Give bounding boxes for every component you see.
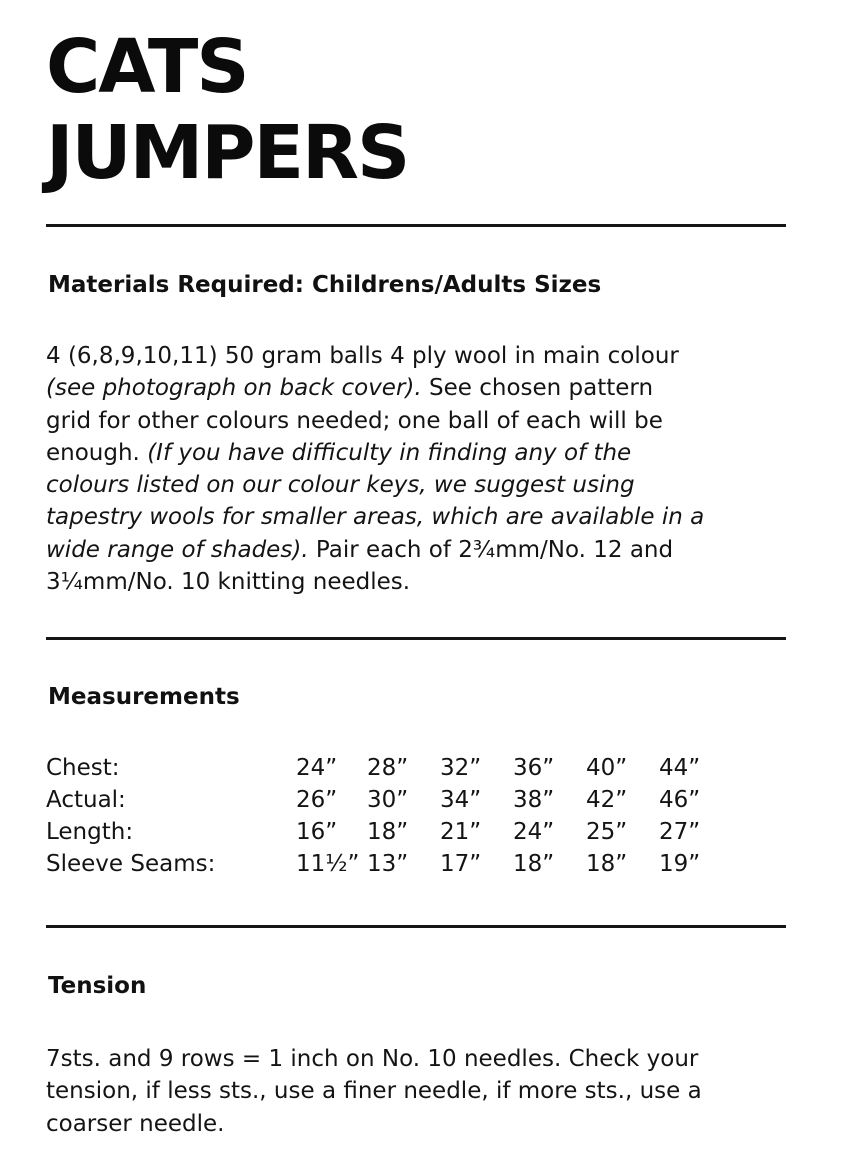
- materials-paragraph: [46, 340, 806, 598]
- materials-heading: Materials Required: Childrens/Adults Sizes: [48, 272, 602, 298]
- measurement-label: Actual:: [46, 787, 126, 813]
- measurement-label: Chest:: [46, 755, 120, 781]
- measurements-table: [46, 752, 732, 880]
- text-segment: 4 (6,8,9,10,11) 50 gram balls 4 ply wool in main colour: [46, 343, 679, 369]
- italic-text-segment: (see photograph on back cover).: [46, 375, 422, 402]
- text-line: [46, 405, 806, 437]
- measurement-value: 38”: [513, 787, 555, 813]
- measurement-row: [46, 784, 732, 816]
- measurement-value: 40”: [586, 755, 628, 781]
- measurement-value: 18”: [586, 851, 628, 877]
- text-line: [46, 501, 806, 533]
- measurement-value: 30”: [367, 787, 409, 813]
- measurement-value: 27”: [659, 819, 701, 845]
- measurement-value: 17”: [440, 851, 482, 877]
- measurement-row: [46, 752, 732, 784]
- text-line: [46, 1108, 806, 1140]
- measurement-value: 36”: [513, 755, 555, 781]
- measurement-value: 18”: [513, 851, 555, 877]
- italic-text-segment: tapestry wools for smaller areas, which are available in a: [46, 504, 705, 531]
- measurement-value: 28”: [367, 755, 409, 781]
- text-line: [46, 1043, 806, 1075]
- measurement-value: 24”: [513, 819, 555, 845]
- text-segment: enough.: [46, 439, 148, 466]
- text-segment: Pair each of 2¾mm/No. 12 and: [308, 536, 674, 563]
- measurement-row: [46, 816, 732, 848]
- italic-text-segment: wide range of shades).: [46, 536, 309, 563]
- text-segment: grid for other colours needed; one ball of each will be: [46, 407, 663, 434]
- measurement-label: Length:: [46, 819, 134, 845]
- measurement-value: 11½”: [296, 851, 360, 877]
- text-line: [46, 534, 806, 566]
- measurements-heading: Measurements: [48, 684, 240, 710]
- measurement-value: 16”: [296, 819, 338, 845]
- text-line: [46, 340, 806, 372]
- tension-heading: Tension: [48, 973, 147, 999]
- text-line: [46, 1075, 806, 1107]
- title-line-2: JUMPERS: [46, 110, 409, 196]
- measurement-value: 46”: [659, 787, 701, 813]
- page-title: [46, 24, 408, 196]
- text-line: [46, 469, 806, 501]
- measurement-value: 13”: [367, 851, 409, 877]
- measurement-value: 24”: [296, 755, 338, 781]
- tension-paragraph: [46, 1043, 806, 1140]
- text-line: [46, 372, 806, 404]
- text-segment: tension, if less sts., use a finer needle, if more sts., use a: [46, 1078, 702, 1105]
- measurement-value: 44”: [659, 755, 701, 781]
- measurement-label: Sleeve Seams:: [46, 851, 216, 877]
- measurement-value: 26”: [296, 787, 338, 813]
- italic-text-segment: colours listed on our colour keys, we suggest using: [46, 472, 635, 499]
- text-segment: 7sts. and 9 rows = 1 inch on No. 10 needles. Check your: [46, 1046, 699, 1072]
- italic-text-segment: (If you have difficulty in finding any of the: [147, 439, 632, 466]
- measurement-value: 42”: [586, 787, 628, 813]
- divider-rule: [46, 925, 786, 928]
- measurement-value: 34”: [440, 787, 482, 813]
- measurement-value: 19”: [659, 851, 701, 877]
- divider-rule: [46, 224, 786, 227]
- measurement-value: 32”: [440, 755, 482, 781]
- text-segment: 3¼mm/No. 10 knitting needles.: [46, 569, 411, 596]
- title-line-1: CATS: [46, 24, 248, 110]
- measurement-value: 21”: [440, 819, 482, 845]
- divider-rule: [46, 637, 786, 640]
- text-line: [46, 566, 806, 598]
- text-segment: See chosen pattern: [421, 375, 654, 402]
- measurement-row: [46, 848, 732, 880]
- measurement-value: 18”: [367, 819, 409, 845]
- text-segment: coarser needle.: [46, 1110, 225, 1137]
- measurement-value: 25”: [586, 819, 628, 845]
- text-line: [46, 437, 806, 469]
